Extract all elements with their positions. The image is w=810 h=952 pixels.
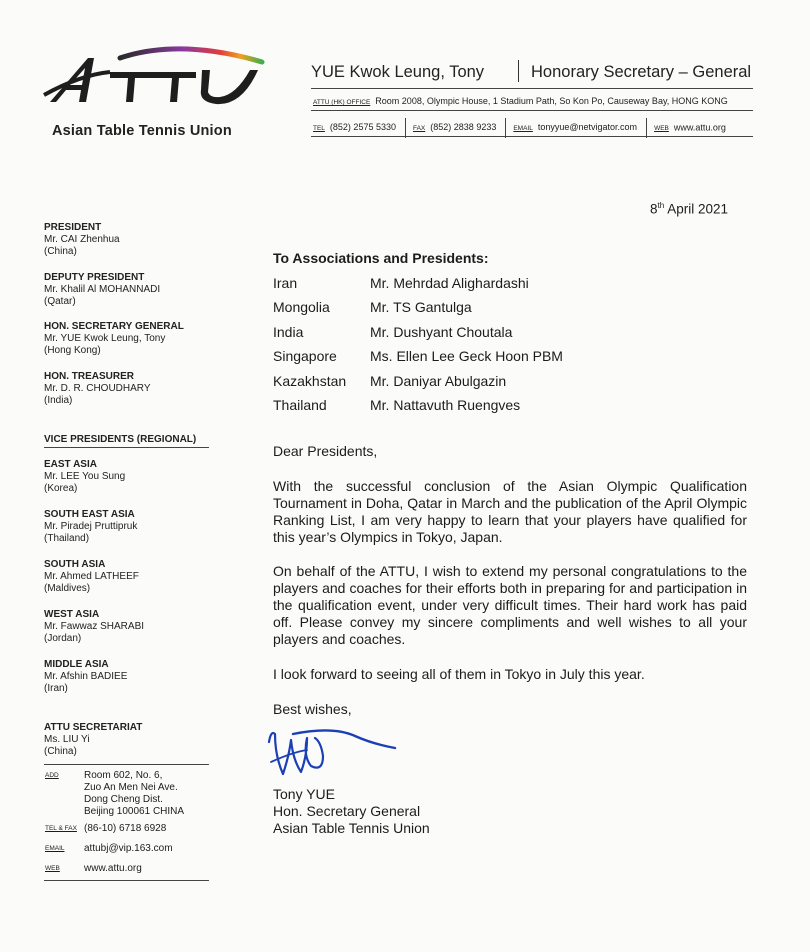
recipient-name: Mr. Daniyar Abulgazin bbox=[370, 373, 507, 389]
recipient-country: Singapore bbox=[273, 348, 337, 364]
vp-name: Mr. Piradej Pruttipruk bbox=[44, 521, 138, 532]
recipient-name: Mr. Dushyant Choutala bbox=[370, 324, 513, 340]
vp-name: Mr. Afshin BADIEE bbox=[44, 671, 128, 682]
sender-title: Honorary Secretary – General bbox=[531, 63, 752, 81]
header-rule bbox=[311, 110, 753, 111]
officer-role: HON. SECRETARY GENERAL bbox=[44, 321, 184, 332]
recipient-country: Kazakhstan bbox=[273, 373, 347, 389]
web-tag: WEB bbox=[654, 125, 669, 133]
vp-region: MIDDLE ASIA bbox=[44, 659, 109, 670]
attu-logo bbox=[40, 40, 270, 120]
vp-country: (Iran) bbox=[44, 683, 68, 694]
tel-value: (852) 2575 5330 bbox=[329, 122, 396, 133]
officer-name: Mr. YUE Kwok Leung, Tony bbox=[44, 333, 166, 344]
telfax-value: (86-10) 6718 6928 bbox=[84, 823, 167, 834]
secretariat-country: (China) bbox=[44, 746, 77, 757]
officer-block bbox=[44, 321, 184, 357]
handwritten-signature bbox=[263, 716, 398, 786]
sender-name: YUE Kwok Leung, Tony bbox=[311, 63, 485, 81]
officer-role: PRESIDENT bbox=[44, 222, 102, 233]
secretariat-email-link[interactable]: attubj@vip.163.com bbox=[84, 843, 173, 854]
letter-date bbox=[650, 201, 728, 217]
secretariat-web bbox=[45, 863, 142, 875]
vp-region: SOUTH EAST ASIA bbox=[44, 509, 135, 520]
officer-country: (Qatar) bbox=[44, 296, 76, 307]
vp-region: EAST ASIA bbox=[44, 459, 97, 470]
vp-name: Mr. LEE You Sung bbox=[44, 471, 126, 482]
secretariat-telfax bbox=[45, 823, 166, 835]
office-tag: ATTU (HK) OFFICE bbox=[313, 99, 371, 106]
divider bbox=[505, 118, 506, 138]
header-rule bbox=[311, 88, 753, 89]
recipient-name: Mr. Nattavuth Ruengves bbox=[370, 397, 521, 413]
officer-country: (China) bbox=[44, 246, 77, 257]
date-suffix: th bbox=[657, 201, 665, 210]
recipient-country: Iran bbox=[273, 275, 298, 291]
sidebar-rule bbox=[44, 447, 209, 448]
vp-block bbox=[44, 659, 127, 695]
officer-block bbox=[44, 222, 120, 258]
signer-title: Hon. Secretary General bbox=[273, 803, 421, 819]
officer-name: Mr. D. R. CHOUDHARY bbox=[44, 383, 151, 394]
secretariat-email bbox=[45, 843, 173, 855]
email-tag: EMAIL bbox=[513, 125, 533, 133]
recipient-country: Mongolia bbox=[273, 299, 330, 315]
email-tag: EMAIL bbox=[45, 845, 65, 852]
officer-name: Mr. Khalil Al MOHANNADI bbox=[44, 284, 161, 295]
vp-block bbox=[44, 459, 125, 495]
sidebar-rule bbox=[44, 880, 209, 881]
address-line: Dong Cheng Dist. bbox=[84, 794, 163, 805]
office-address: Room 2008, Olympic House, 1 Stadium Path, So Kon Po, Causeway Bay, HONG KONG bbox=[375, 96, 728, 106]
divider bbox=[646, 118, 647, 138]
web-tag: WEB bbox=[45, 865, 60, 872]
vp-region: SOUTH ASIA bbox=[44, 559, 106, 570]
recipient-country: India bbox=[273, 324, 304, 340]
recipient-name: Ms. Ellen Lee Geck Hoon PBM bbox=[370, 348, 563, 364]
officer-country: (Hong Kong) bbox=[44, 345, 101, 356]
recipient-name: Mr. Mehrdad Alighardashi bbox=[370, 275, 529, 291]
greeting: Dear Presidents, bbox=[273, 443, 378, 459]
divider bbox=[405, 118, 406, 138]
vp-block bbox=[44, 609, 144, 645]
org-name: Asian Table Tennis Union bbox=[52, 123, 232, 139]
officer-name: Mr. CAI Zhenhua bbox=[44, 234, 120, 245]
recipients-heading: To Associations and Presidents: bbox=[273, 250, 489, 266]
recipient-name: Mr. TS Gantulga bbox=[370, 299, 472, 315]
secretariat-block bbox=[44, 722, 142, 758]
vp-name: Mr. Ahmed LATHEEF bbox=[44, 571, 139, 582]
vp-region: WEST ASIA bbox=[44, 609, 100, 620]
vp-country: (Korea) bbox=[44, 483, 78, 494]
telfax-tag: TEL & FAX bbox=[45, 825, 77, 832]
address-line: Zuo An Men Nei Ave. bbox=[84, 782, 178, 793]
vp-country: (Thailand) bbox=[44, 533, 90, 544]
vp-name: Mr. Fawwaz SHARABI bbox=[44, 621, 145, 632]
fax-tag: FAX bbox=[412, 125, 426, 133]
address-line: Beijing 100061 CHINA bbox=[84, 806, 185, 817]
add-tag: ADD bbox=[45, 772, 59, 779]
secretariat-address bbox=[45, 770, 184, 818]
closing: Best wishes, bbox=[273, 701, 352, 717]
vp-block bbox=[44, 559, 139, 595]
body-paragraph: On behalf of the ATTU, I wish to extend my personal congratulations to the players and coaches for their efforts both in preparing for and participation in the qualification event, under very difficult times. Their hard work has paid off. Please convey my sincere compliments and well wishes to all your players and coaches. bbox=[273, 563, 747, 647]
officer-block bbox=[44, 371, 151, 407]
officer-role: HON. TREASURER bbox=[44, 371, 135, 382]
body-paragraph: With the successful conclusion of the Asian Olympic Qualification Tournament in Doha, Qatar in March and the publication of the April Olympic Ranking List, I am very happy to learn that your players have qualified for this year’s Olympics in Tokyo, Japan. bbox=[273, 478, 747, 545]
vp-heading: VICE PRESIDENTS (REGIONAL) bbox=[44, 434, 197, 445]
web-link[interactable]: www.attu.org bbox=[673, 122, 726, 133]
contact-row bbox=[313, 118, 726, 138]
sidebar-rule bbox=[44, 764, 209, 765]
date-day: 8 bbox=[650, 201, 658, 217]
fax-value: (852) 2838 9233 bbox=[430, 122, 497, 133]
officer-country: (India) bbox=[44, 395, 73, 406]
email-link[interactable]: tonyyue@netvigator.com bbox=[537, 122, 638, 133]
header-divider bbox=[518, 60, 519, 82]
signer-org: Asian Table Tennis Union bbox=[273, 820, 430, 836]
secretariat-role: ATTU SECRETARIAT bbox=[44, 722, 143, 733]
vp-block bbox=[44, 509, 137, 545]
address-line: Room 602, No. 6, bbox=[84, 770, 163, 781]
body-paragraph: I look forward to seeing all of them in Tokyo in July this year. bbox=[273, 666, 645, 682]
officer-block bbox=[44, 272, 160, 308]
signer-name: Tony YUE bbox=[273, 786, 335, 802]
recipient-country: Thailand bbox=[273, 397, 327, 413]
secretariat-name: Ms. LIU Yi bbox=[44, 734, 90, 745]
header-rule bbox=[311, 136, 753, 137]
tel-tag: TEL bbox=[313, 125, 325, 133]
office-address-row bbox=[313, 96, 728, 106]
officer-role: DEPUTY PRESIDENT bbox=[44, 272, 145, 283]
date-month-year: April 2021 bbox=[664, 201, 728, 217]
vp-country: (Maldives) bbox=[44, 583, 91, 594]
secretariat-web-link[interactable]: www.attu.org bbox=[84, 863, 142, 874]
vp-country: (Jordan) bbox=[44, 633, 82, 644]
